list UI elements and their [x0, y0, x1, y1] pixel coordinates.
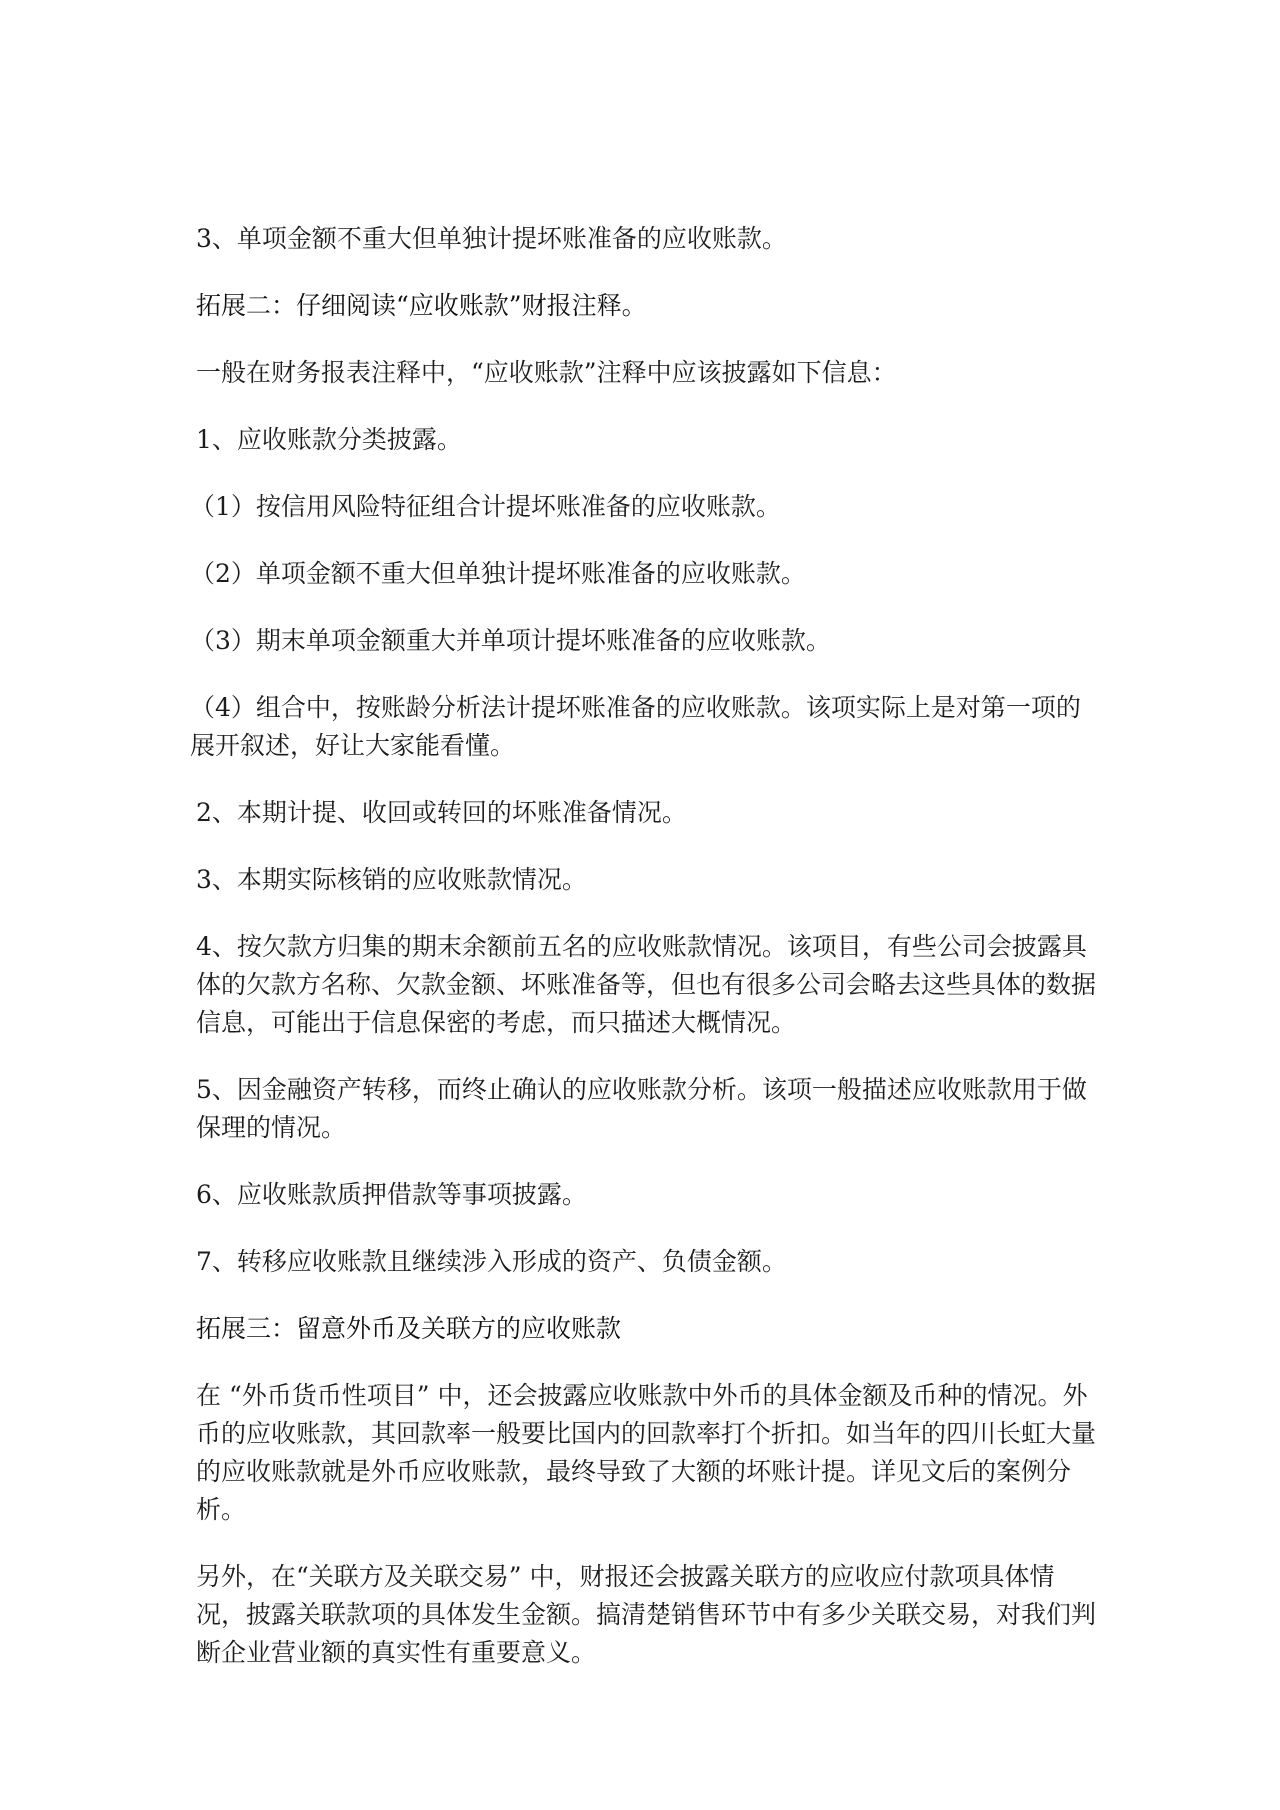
body-paragraph: 在 “外币货币性项目” 中，还会披露应收账款中外币的具体金额及币种的情况。外币的应收账款，其回款率一般要比国内的回款率打个折扣。如当年的四川长虹大量的应收账款就是外币应收账款，最终导致了大额的坏账计提。详见文后的案例分析。: [196, 1381, 1097, 1524]
list-item: 3、单项金额不重大但单独计提坏账准备的应收账款。: [196, 224, 787, 253]
sub-list-item: （1）按信用风险特征组合计提坏账准备的应收账款。: [190, 492, 781, 521]
list-item: 1、应收账款分类披露。: [196, 425, 462, 454]
section-heading: 拓展三：留意外币及关联方的应收账款: [196, 1314, 622, 1343]
body-paragraph: 另外，在“关联方及关联交易” 中，财报还会披露关联方的应收应付款项具体情况，披露关联款项的具体发生金额。搞清楚销售环节中有多少关联交易，对我们判断企业营业额的真实性有重要意义。: [196, 1562, 1097, 1667]
sub-list-item: （2）单项金额不重大但单独计提坏账准备的应收账款。: [190, 559, 806, 588]
list-item: 7、转移应收账款且继续涉入形成的资产、负债金额。: [196, 1247, 787, 1276]
list-item: 6、应收账款质押借款等事项披露。: [196, 1180, 587, 1209]
list-item: 3、本期实际核销的应收账款情况。: [196, 865, 587, 894]
list-item: 4、按欠款方归集的期末余额前五名的应收账款情况。该项目，有些公司会披露具体的欠款方名称、欠款金额、坏账准备等，但也有很多公司会略去这些具体的数据信息，可能出于信息保密的考虑，而只描述大概情况。: [196, 932, 1097, 1037]
document-body: [190, 220, 1097, 1701]
body-paragraph: 一般在财务报表注释中，“应收账款”注释中应该披露如下信息：: [196, 358, 897, 387]
sub-list-item: （3）期末单项金额重大并单项计提坏账准备的应收账款。: [190, 626, 831, 655]
sub-list-item: （4）组合中，按账龄分析法计提坏账准备的应收账款。该项实际上是对第一项的展开叙述，好让大家能看懂。: [190, 693, 1081, 760]
list-item: 5、因金融资产转移，而终止确认的应收账款分析。该项一般描述应收账款用于做保理的情况。: [196, 1075, 1087, 1142]
list-item: 2、本期计提、收回或转回的坏账准备情况。: [196, 798, 687, 827]
section-heading: 拓展二：仔细阅读“应收账款”财报注释。: [196, 291, 647, 320]
